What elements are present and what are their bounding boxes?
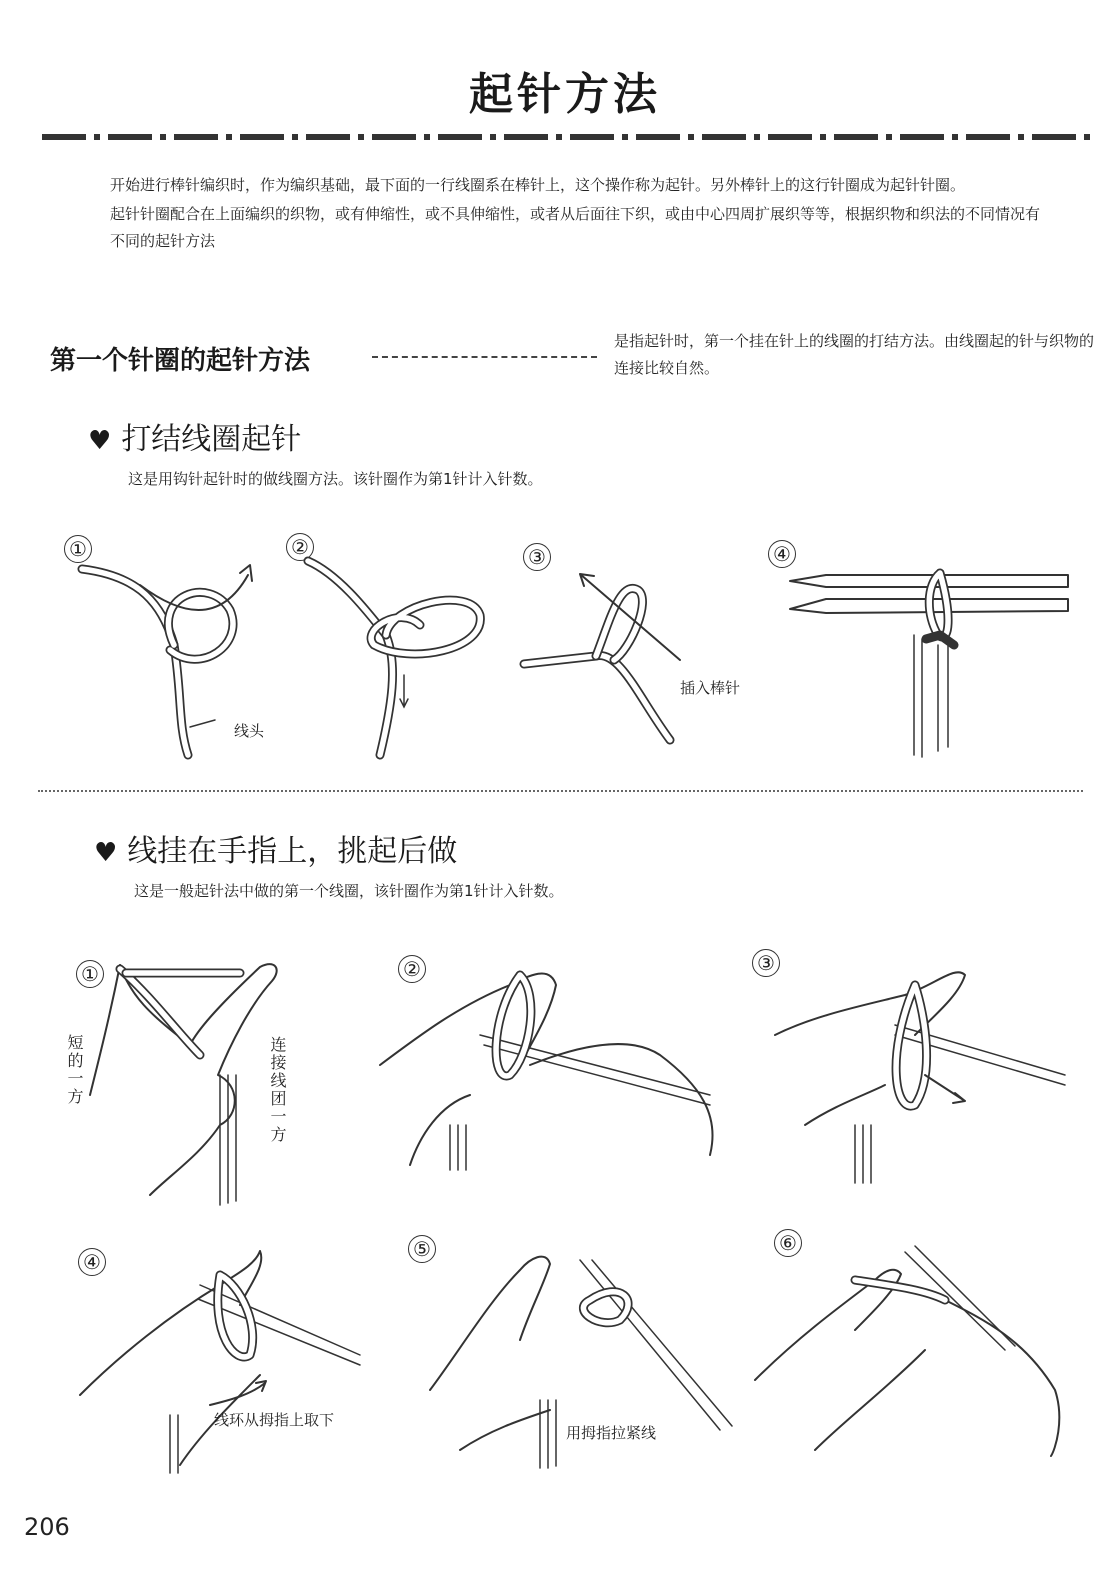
section-title: 第一个针圈的起针方法 <box>50 346 311 376</box>
step-number: ② <box>398 955 426 983</box>
step-number: ① <box>76 960 104 988</box>
method2-heading <box>94 826 457 870</box>
section-divider <box>38 790 1083 792</box>
step-number: ① <box>64 535 92 563</box>
step-number: ④ <box>768 540 796 568</box>
intro-paragraph: 起针针圈配合在上面编织的织物，或有伸缩性，或不具伸缩性，或者从后面往下织，或由中心四周扩展织等等，根据织物和织法的不同情况有不同的起针方法 <box>110 205 1041 250</box>
method2-desc: 这是一般起针法中做的第一个线圈，该针圈作为第1针计入针数。 <box>134 882 564 900</box>
hand-illustration-6 <box>755 1240 1075 1470</box>
hand-illustration-4 <box>60 1245 380 1475</box>
section-note: 是指起针时，第一个挂在针上的线圈的打结方法。由线圈起的针与织物的连接比较自然。 <box>614 332 1095 377</box>
method1-heading-text: 打结线圈起针 <box>121 422 302 457</box>
intro-paragraph: 开始进行棒针编织时，作为编织基础，最下面的一行线圈系在棒针上，这个操作称为起针。另外棒针上的这行针圈成为起针针圈。 <box>110 176 966 194</box>
step-number: ④ <box>78 1248 106 1276</box>
method1-heading <box>88 414 301 458</box>
heart-icon: ♥ <box>94 838 118 868</box>
step-number: ③ <box>752 949 780 977</box>
method1-desc: 这是用钩针起针时的做线圈方法。该针圈作为第1针计入针数。 <box>128 470 543 488</box>
label-remove-loop: 线环从拇指上取下 <box>214 1411 335 1429</box>
needles-illustration-4 <box>790 565 1075 765</box>
page-title: 起针方法 <box>469 69 661 120</box>
method2-heading-text: 线挂在手指上，挑起后做 <box>127 834 458 869</box>
label-ball-side: 连接线团一方 <box>268 1036 287 1144</box>
decorative-dash-rule <box>42 134 1090 140</box>
loop-illustration-2 <box>300 555 500 765</box>
step-number: ⑤ <box>408 1235 436 1263</box>
loop-illustration-3 <box>520 560 700 760</box>
hand-illustration-3 <box>775 955 1075 1185</box>
hand-illustration-2 <box>380 955 730 1175</box>
step-number: ③ <box>523 543 551 571</box>
leader-dashes <box>372 356 597 358</box>
label-short-side: 短的一方 <box>65 1034 84 1106</box>
label-tighten: 用拇指拉紧线 <box>566 1424 657 1442</box>
page-number: 206 <box>24 1513 70 1541</box>
step-number: ② <box>286 533 314 561</box>
heart-icon: ♥ <box>88 426 112 456</box>
intro-text <box>110 172 1040 257</box>
label-insert-needle: 插入棒针 <box>680 679 741 697</box>
step-number: ⑥ <box>774 1229 802 1257</box>
label-yarn-end: 线头 <box>234 722 265 740</box>
